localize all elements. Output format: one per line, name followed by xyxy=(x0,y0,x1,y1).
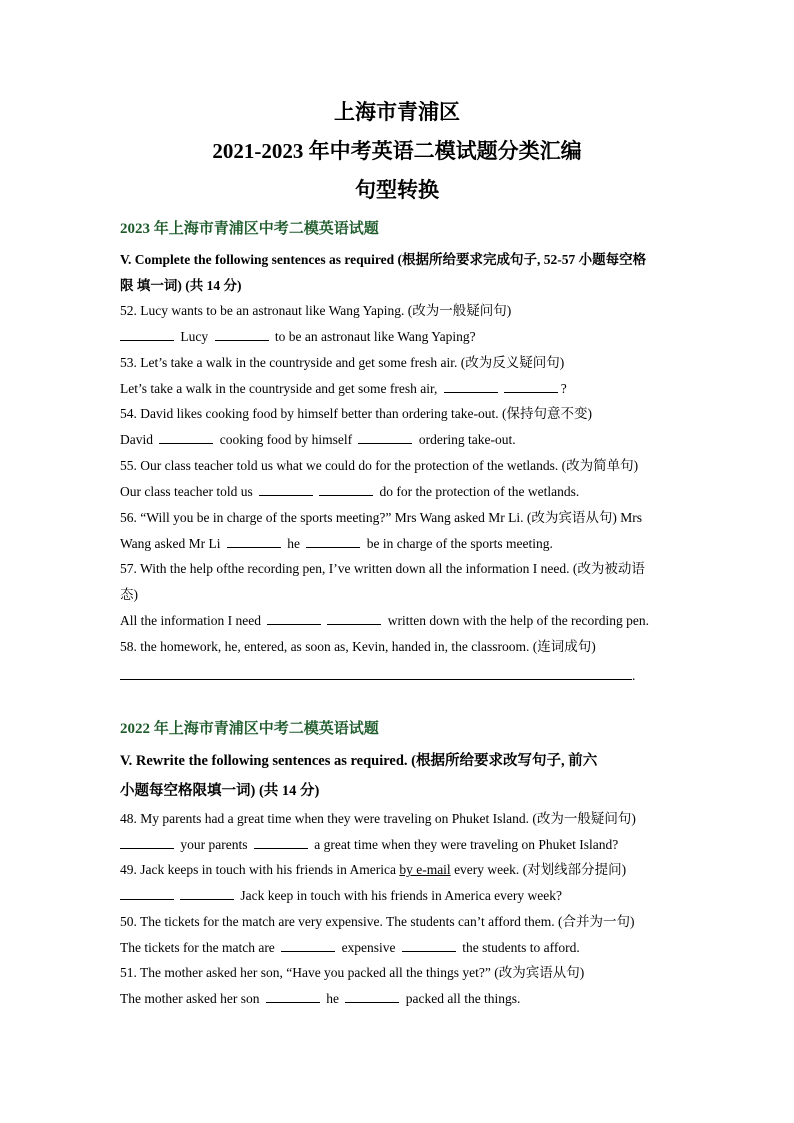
instruction-2023-line1: V. Complete the following sentences as required (根据所给要求完成句子, 52-57 小题每空格 xyxy=(120,252,647,267)
answer-text: be in charge of the sports meeting. xyxy=(363,536,553,551)
answer-blank[interactable] xyxy=(227,535,281,548)
answer-text: The tickets for the match are xyxy=(120,940,279,955)
question-52: 52. Lucy wants to be an astronaut like Wang Yaping. (改为一般疑问句) xyxy=(120,303,512,318)
answer-blank[interactable] xyxy=(254,836,308,849)
answer-57 xyxy=(120,612,649,630)
document-title-topic: 句型转换 xyxy=(355,178,439,202)
underlined-phrase: by e-mail xyxy=(399,862,451,877)
answer-blank[interactable] xyxy=(266,990,320,1003)
question-57-line1: 57. With the help ofthe recording pen, I’ve written down all the information I need. (改为被动语 xyxy=(120,561,645,576)
answer-58-line[interactable] xyxy=(120,679,632,680)
document-title-region: 上海市青浦区 xyxy=(334,100,460,124)
question-text: every week. (对划线部分提问) xyxy=(450,862,627,877)
question-49 xyxy=(120,861,626,879)
answer-53 xyxy=(120,380,567,398)
answer-text: Our class teacher told us xyxy=(120,484,257,499)
answer-blank[interactable] xyxy=(215,328,269,341)
answer-text: written down with the help of the recording pen. xyxy=(384,613,650,628)
answer-blank[interactable] xyxy=(306,535,360,548)
question-48: 48. My parents had a great time when they were traveling on Phuket Island. (改为一般疑问句) xyxy=(120,811,636,826)
answer-text: Jack keep in touch with his friends in America every week? xyxy=(237,888,563,903)
answer-text: David xyxy=(120,432,157,447)
answer-text: cooking food by himself xyxy=(216,432,356,447)
answer-51 xyxy=(120,990,520,1008)
question-56: 56. “Will you be in charge of the sports meeting?” Mrs Wang asked Mr Li. (改为宾语从句) Mrs xyxy=(120,510,643,525)
answer-text: Let’s take a walk in the countryside and get some fresh air, xyxy=(120,381,441,396)
answer-text: expensive xyxy=(338,940,399,955)
answer-54 xyxy=(120,431,516,449)
answer-text: to be an astronaut like Wang Yaping? xyxy=(271,329,476,344)
answer-blank[interactable] xyxy=(402,939,456,952)
answer-text: All the information I need xyxy=(120,613,265,628)
answer-text: Wang asked Mr Li xyxy=(120,536,224,551)
answer-blank[interactable] xyxy=(358,431,412,444)
answer-text: your parents xyxy=(177,837,251,852)
answer-52 xyxy=(120,328,476,346)
answer-text: he xyxy=(322,991,343,1006)
question-50: 50. The tickets for the match are very expensive. The students can’t afford them. (合并为一句) xyxy=(120,914,635,929)
answer-text: do for the protection of the wetlands. xyxy=(376,484,580,499)
answer-blank[interactable] xyxy=(327,612,381,625)
instruction-2022-line2: 小题每空格限填一词) (共 14 分) xyxy=(120,783,320,799)
answer-text: ordering take-out. xyxy=(415,432,516,447)
answer-blank[interactable] xyxy=(259,483,313,496)
answer-blank[interactable] xyxy=(120,887,174,900)
answer-blank[interactable] xyxy=(504,380,558,393)
section-heading-2022: 2022 年上海市青浦区中考二模英语试题 xyxy=(120,721,379,737)
answer-55 xyxy=(120,483,579,501)
question-57-line2: 态) xyxy=(120,587,138,602)
answer-text: he xyxy=(283,536,304,551)
answer-blank[interactable] xyxy=(444,380,498,393)
answer-text: Lucy xyxy=(177,329,212,344)
question-58: 58. the homework, he, entered, as soon as, Kevin, handed in, the classroom. (连词成句) xyxy=(120,639,596,654)
answer-blank[interactable] xyxy=(319,483,373,496)
answer-text: The mother asked her son xyxy=(120,991,263,1006)
answer-56 xyxy=(120,535,553,553)
section-heading-2023: 2023 年上海市青浦区中考二模英语试题 xyxy=(120,221,379,237)
question-53: 53. Let’s take a walk in the countryside and get some fresh air. (改为反义疑问句) xyxy=(120,355,565,370)
answer-blank[interactable] xyxy=(120,836,174,849)
answer-text: the students to afford. xyxy=(458,940,580,955)
answer-text: a great time when they were traveling on Phuket Island? xyxy=(310,837,619,852)
answer-blank[interactable] xyxy=(120,328,174,341)
question-51: 51. The mother asked her son, “Have you packed all the things yet?” (改为宾语从句) xyxy=(120,965,585,980)
answer-blank[interactable] xyxy=(180,887,234,900)
question-55: 55. Our class teacher told us what we could do for the protection of the wetlands. (改为简单句) xyxy=(120,458,639,473)
answer-text: packed all the things. xyxy=(402,991,521,1006)
instruction-2023-line2: 限 填一词) (共 14 分) xyxy=(120,278,242,293)
answer-blank[interactable] xyxy=(345,990,399,1003)
answer-58-period: . xyxy=(632,668,636,683)
instruction-2022-line1: V. Rewrite the following sentences as required. (根据所给要求改写句子, 前六 xyxy=(120,753,598,769)
answer-text: ? xyxy=(560,381,567,396)
question-text: 49. Jack keeps in touch with his friends in America xyxy=(120,862,400,877)
answer-50 xyxy=(120,939,580,957)
question-54: 54. David likes cooking food by himself better than ordering take-out. (保持句意不变) xyxy=(120,406,593,421)
answer-blank[interactable] xyxy=(267,612,321,625)
answer-49 xyxy=(120,887,562,905)
answer-blank[interactable] xyxy=(159,431,213,444)
answer-48 xyxy=(120,836,618,854)
document-title-main: 2021-2023 年中考英语二模试题分类汇编 xyxy=(212,139,582,163)
answer-blank[interactable] xyxy=(281,939,335,952)
